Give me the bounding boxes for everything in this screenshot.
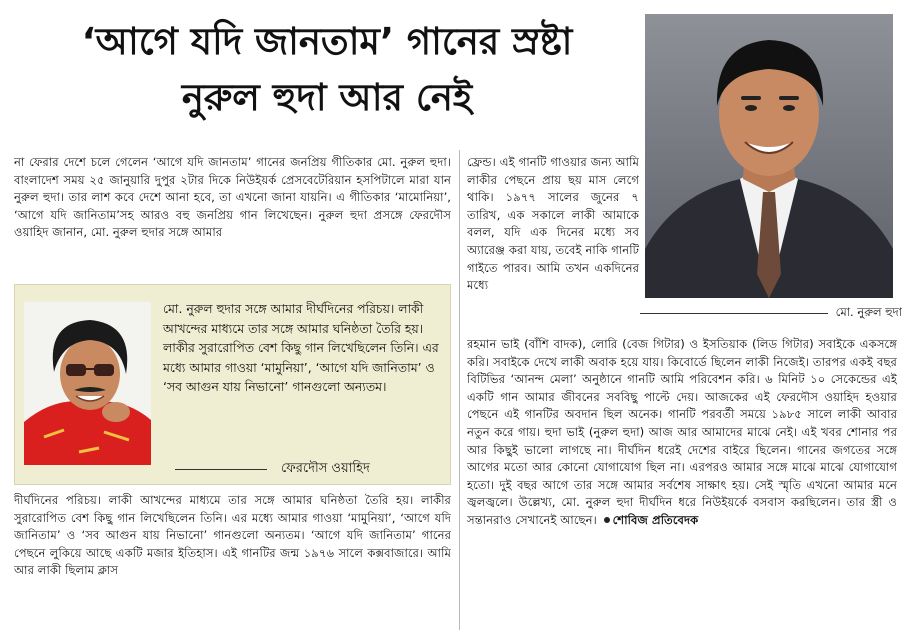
headline-line-1: ‘আগে যদি জানতাম’ গানের স্রষ্টা — [81, 20, 573, 63]
right-wide-text: রহমান ভাই (বাঁশি বাদক), লোরি (বেজ গিটার) ও ইসতিয়াক (লিড গিটার) সবাইকে একসঙ্গে করি। সবাইকে দেখে লাকী অবাক হয়ে যায়। কিবোর্ডে ছিলেন লাকী নিজেই। তারপর একই বছর বিটিভির ‘আনন্দ মেলা’ অনুষ্ঠানে গানটি আমি পরিবেশন করি। ৬ মিনিট ১০ সেকেন্ডের এই একটি গান আমার জীবনের সববিছু পাল্টে দেয়। আজকের এই ফেরদৌস ওয়াহিদ হওয়ার পেছনে এই গানটির অবদান ছিল অনেক। গানটি পরবর্তী সময়ে ১৯৮৫ সালে লাকী আবার নতুন করে গায়। হুদা ভাই (নুরুল হুদা) আজ আর আমাদের মাঝে নেই। এই খবর শোনার পর আর কিছুই ভালো লাগছে না। দীর্ঘদিন ধরেই দেশের বাইরে ছিলেন। গানের জগতের সঙ্গে আগের মতো আর কোনো যোগাযোগ ছিল না। এরপরও আমার সঙ্গে মাঝে মাঝে যোগাযোগ হতো। দুই বছর আগে তার সঙ্গে আমার সর্বশেষ সাক্ষাৎ হয়। সেই স্মৃতি এখনো আমার মনে জ্বলজ্বলে। উল্লেখ্য, মো. নুরুল হুদা দীর্ঘদিন ধরে নিউইয়র্কে বসবাস করছিলেন। তার স্ত্রী ও সন্তানরাও সেখানেই আছেন। — [467, 337, 897, 527]
signature-rule — [175, 469, 267, 470]
intro-paragraph: না ফেরার দেশে চলে গেলেন ‘আগে যদি জানতাম’ গানের জনপ্রিয় গীতিকার মো. নুরুল হুদা। বাংলাদেশ সময় ২৫ জানুয়ারি দুপুর ২টার দিকে নিউইয়র্ক প্রেসবেটেরিয়ান হসপিটালে মারা যান নুরুল হুদা। তার লাশ কবে দেশে আনা হবে, তা এখনো জানা যায়নি। এ গীতিকার ‘মামোনিয়া’, ‘আগে যদি জানিতাম’সহ আরও বহু জনপ্রিয় গান লিখেছেন। নুরুল হুদা প্রসঙ্গে ফেরদৌস ওয়াহিদ জানান, মো. নুরুল হুদার সঙ্গে আমার — [14, 155, 451, 240]
quote-signature — [175, 459, 445, 480]
photo-caption-text: মো. নুরুল হুদা — [835, 305, 902, 319]
right-narrow-paragraph: ফ্রেন্ড। এই গানটি গাওয়ার জন্য আমি লাকীর পেছনে প্রায় ছয় মাস লেগে থাকি। ১৯৭৭ সালের জুনের ৭ তারিখ, এক সকালে লাকী আমাকে বলল, যদি এক দিনের মধ্যে সব অ্যারেঞ্জ করা যায়, তবেই নাকি গানটি গাইতে পারব। আমি তখন একদিনের মধ্যে — [467, 155, 639, 293]
photo-caption — [640, 304, 902, 323]
caption-rule — [640, 313, 828, 314]
left-bottom-paragraph: দীর্ঘদিনের পরিচয়। লাকী আখন্দের মাধ্যমে তার সঙ্গে আমার ঘনিষ্ঠতা তৈরি হয়। লাকীর সুরারোপিত বেশ কিছু গান লিখেছিলেন তিনি। এর মধ্যে আমার গাওয়া ‘মামুনিয়া’, ‘আগে যদি জানিতাম’ ও ‘সব আগুন যায় নিভানো’ গানগুলো অন্যতম। ‘আগে যদি জানিতাম’ গানের পেছনে লুকিয়ে আছে একটি মজার ইতিহাস। এই গানটির জন্ম ১৯৭৬ সালে কক্সবাজারে। আমি আর লাকী ছিলাম ক্লাস — [14, 493, 451, 578]
nurul-huda-photo — [645, 14, 893, 298]
headline — [12, 14, 642, 126]
right-wide-paragraph — [467, 336, 897, 621]
quote-box — [14, 284, 451, 485]
byline: শোবিজ প্রতিবেদক — [612, 512, 699, 527]
ferdous-wahid-photo — [24, 302, 151, 465]
byline-bullet-icon — [604, 517, 610, 523]
column-divider — [459, 150, 460, 630]
quote-text: মো. নুরুল হুদার সঙ্গে আমার দীর্ঘদিনের পরিচয়। লাকী আখন্দের মাধ্যমে তার সঙ্গে আমার ঘনিষ্ঠতা তৈরি হয়। লাকীর সুরারোপিত বেশ কিছু গান লিখেছিলেন তিনি। এর মধ্যে আমার গাওয়া ‘মামুনিয়া’, ‘আগে যদি জানিতাম’ ও ‘সব আগুন যায় নিভানো’ গানগুলো অন্যতম। — [163, 301, 439, 395]
quote-signature-name: ফেরদৌস ওয়াহিদ — [281, 461, 370, 476]
headline-line-2: নুরুল হুদা আর নেই — [181, 76, 473, 119]
